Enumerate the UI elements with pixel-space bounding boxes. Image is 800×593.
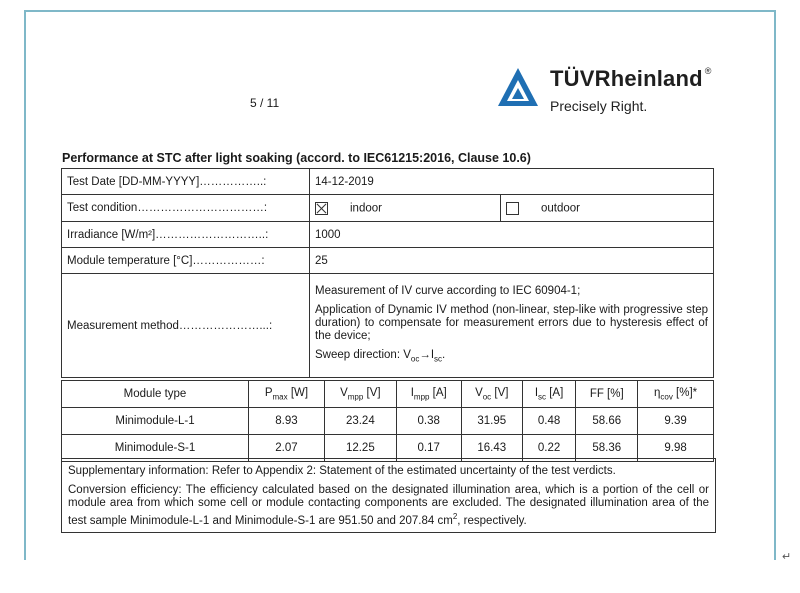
header-isc-sub: sc: [538, 392, 547, 402]
header-voc-sym: V: [475, 386, 483, 399]
header-isc: [522, 381, 576, 408]
table-row: [62, 248, 714, 274]
header-vmpp: [324, 381, 396, 408]
irradiance-value: 1000: [310, 222, 714, 248]
cell-ff: 58.36: [576, 435, 638, 462]
header-voc-unit: [V]: [491, 386, 509, 399]
header-voc-sub: oc: [482, 392, 492, 402]
header-ff: FF [%]: [576, 381, 638, 408]
supplementary-info: Supplementary information: Refer to Appendix 2: Statement of the estimated uncertainty of the test verdicts.: [68, 465, 616, 477]
results-header-row: [62, 381, 714, 408]
cell-ff: 58.66: [576, 408, 638, 435]
logo-brand: [550, 66, 712, 92]
sweep-prefix: Sweep direction: V: [315, 349, 411, 362]
header-impp-sub: mpp: [413, 392, 430, 402]
results-table: [61, 380, 714, 462]
tuv-triangle-icon: [496, 66, 540, 110]
irradiance-label: Irradiance [W/m²]………………………..:: [62, 222, 310, 248]
table-row: [62, 274, 714, 378]
unchecked-box-icon: [506, 202, 519, 215]
header-vmpp-sym: V: [340, 386, 348, 399]
table-row: [62, 408, 714, 435]
return-mark: ↵: [782, 551, 792, 563]
cell-eta: 9.39: [638, 408, 714, 435]
table-row: [62, 222, 714, 248]
header-eta: [638, 381, 714, 408]
cell-isc: 0.48: [522, 408, 576, 435]
header-vmpp-sub: mpp: [347, 392, 364, 402]
sweep-mid: I: [430, 349, 435, 362]
frame-right-border: [774, 10, 776, 560]
frame-left-border: [24, 10, 26, 560]
cell-isc: 0.22: [522, 435, 576, 462]
sweep-sub-oc: oc: [410, 354, 420, 364]
conversion-efficiency: [68, 484, 709, 528]
header-eta-unit: [%]*: [672, 386, 698, 399]
sweep-sub-sc: sc: [434, 354, 443, 364]
conversion-end: , respectively.: [457, 514, 527, 527]
indoor-cell: [310, 195, 501, 222]
cell-vmpp: 12.25: [324, 435, 396, 462]
conversion-text: Conversion efficiency: The efficiency calculated based on the designated illumination area, which is a portion of the cell or module area from which some cell or module contacting components are excluded. The designated illumination area of the test sample Minimodule-L-1 and Minimodule-S-1 are 951.50 and 207.84 cm: [68, 484, 709, 527]
table-row: [62, 195, 714, 222]
outdoor-label: outdoor: [541, 202, 581, 215]
section-heading: Performance at STC after light soaking (accord. to IEC61215:2016, Clause 10.6): [62, 151, 531, 165]
header-impp-sym: I: [410, 386, 414, 399]
cell-module-name: Minimodule-S-1: [62, 435, 249, 462]
header-pmax-sym: P: [264, 386, 273, 399]
cell-vmpp: 23.24: [324, 408, 396, 435]
header-pmax-sub: max: [272, 392, 288, 402]
header-eta-sub: cov: [660, 392, 673, 402]
module-temp-label: Module temperature [°C]………………:: [62, 248, 310, 274]
cell-pmax: 8.93: [249, 408, 325, 435]
cell-module-name: Minimodule-L-1: [62, 408, 249, 435]
cell-eta: 9.98: [638, 435, 714, 462]
cell-impp: 0.38: [396, 408, 461, 435]
conversion-sup: 2: [452, 512, 458, 521]
header-isc-unit: [A]: [546, 386, 564, 399]
module-temp-value: 25: [310, 248, 714, 274]
header-eta-sym: η: [653, 386, 661, 399]
measurement-method-value: [310, 274, 714, 378]
logo-brand-text: TÜVRheinland: [550, 66, 703, 91]
frame-top-border: [24, 10, 776, 12]
page-number: 5 / 11: [250, 96, 280, 110]
arrow-right-icon: →: [419, 349, 431, 362]
measurement-method-label: Measurement method…………………...:: [62, 274, 310, 378]
checked-box-icon: [315, 202, 328, 215]
header-vmpp-unit: [V]: [363, 386, 381, 399]
tuv-logo: [496, 64, 726, 124]
cell-voc: 31.95: [461, 408, 522, 435]
measurement-line-1: Measurement of IV curve according to IEC 60904-1;: [315, 285, 581, 298]
cell-impp: 0.17: [396, 435, 461, 462]
indoor-label: indoor: [350, 202, 382, 215]
test-conditions-table: [61, 168, 714, 378]
test-date-label: Test Date [DD-MM-YYYY]……………..:: [62, 169, 310, 195]
table-row: [62, 169, 714, 195]
header-impp: [396, 381, 461, 408]
header-pmax-unit: [W]: [287, 386, 309, 399]
cell-pmax: 2.07: [249, 435, 325, 462]
outdoor-cell: [501, 195, 714, 222]
cell-voc: 16.43: [461, 435, 522, 462]
header-module-type: Module type: [62, 381, 249, 408]
logo-registered-mark: ®: [704, 66, 712, 76]
supplementary-box: [61, 458, 716, 533]
logo-slogan: Precisely Right.: [550, 98, 648, 114]
header-impp-unit: [A]: [429, 386, 447, 399]
test-date-value: 14-12-2019: [310, 169, 714, 195]
sweep-direction: [315, 349, 708, 365]
measurement-line-2: Application of Dynamic IV method (non-linear, step-like with progressive step duration) to compensate for measurement errors due to hysteresis effect of the device;: [315, 304, 708, 343]
sweep-end: .: [442, 349, 446, 362]
header-isc-sym: I: [534, 386, 539, 399]
header-voc: [461, 381, 522, 408]
header-pmax: [249, 381, 325, 408]
test-condition-label: Test condition……………………………:: [62, 195, 310, 222]
